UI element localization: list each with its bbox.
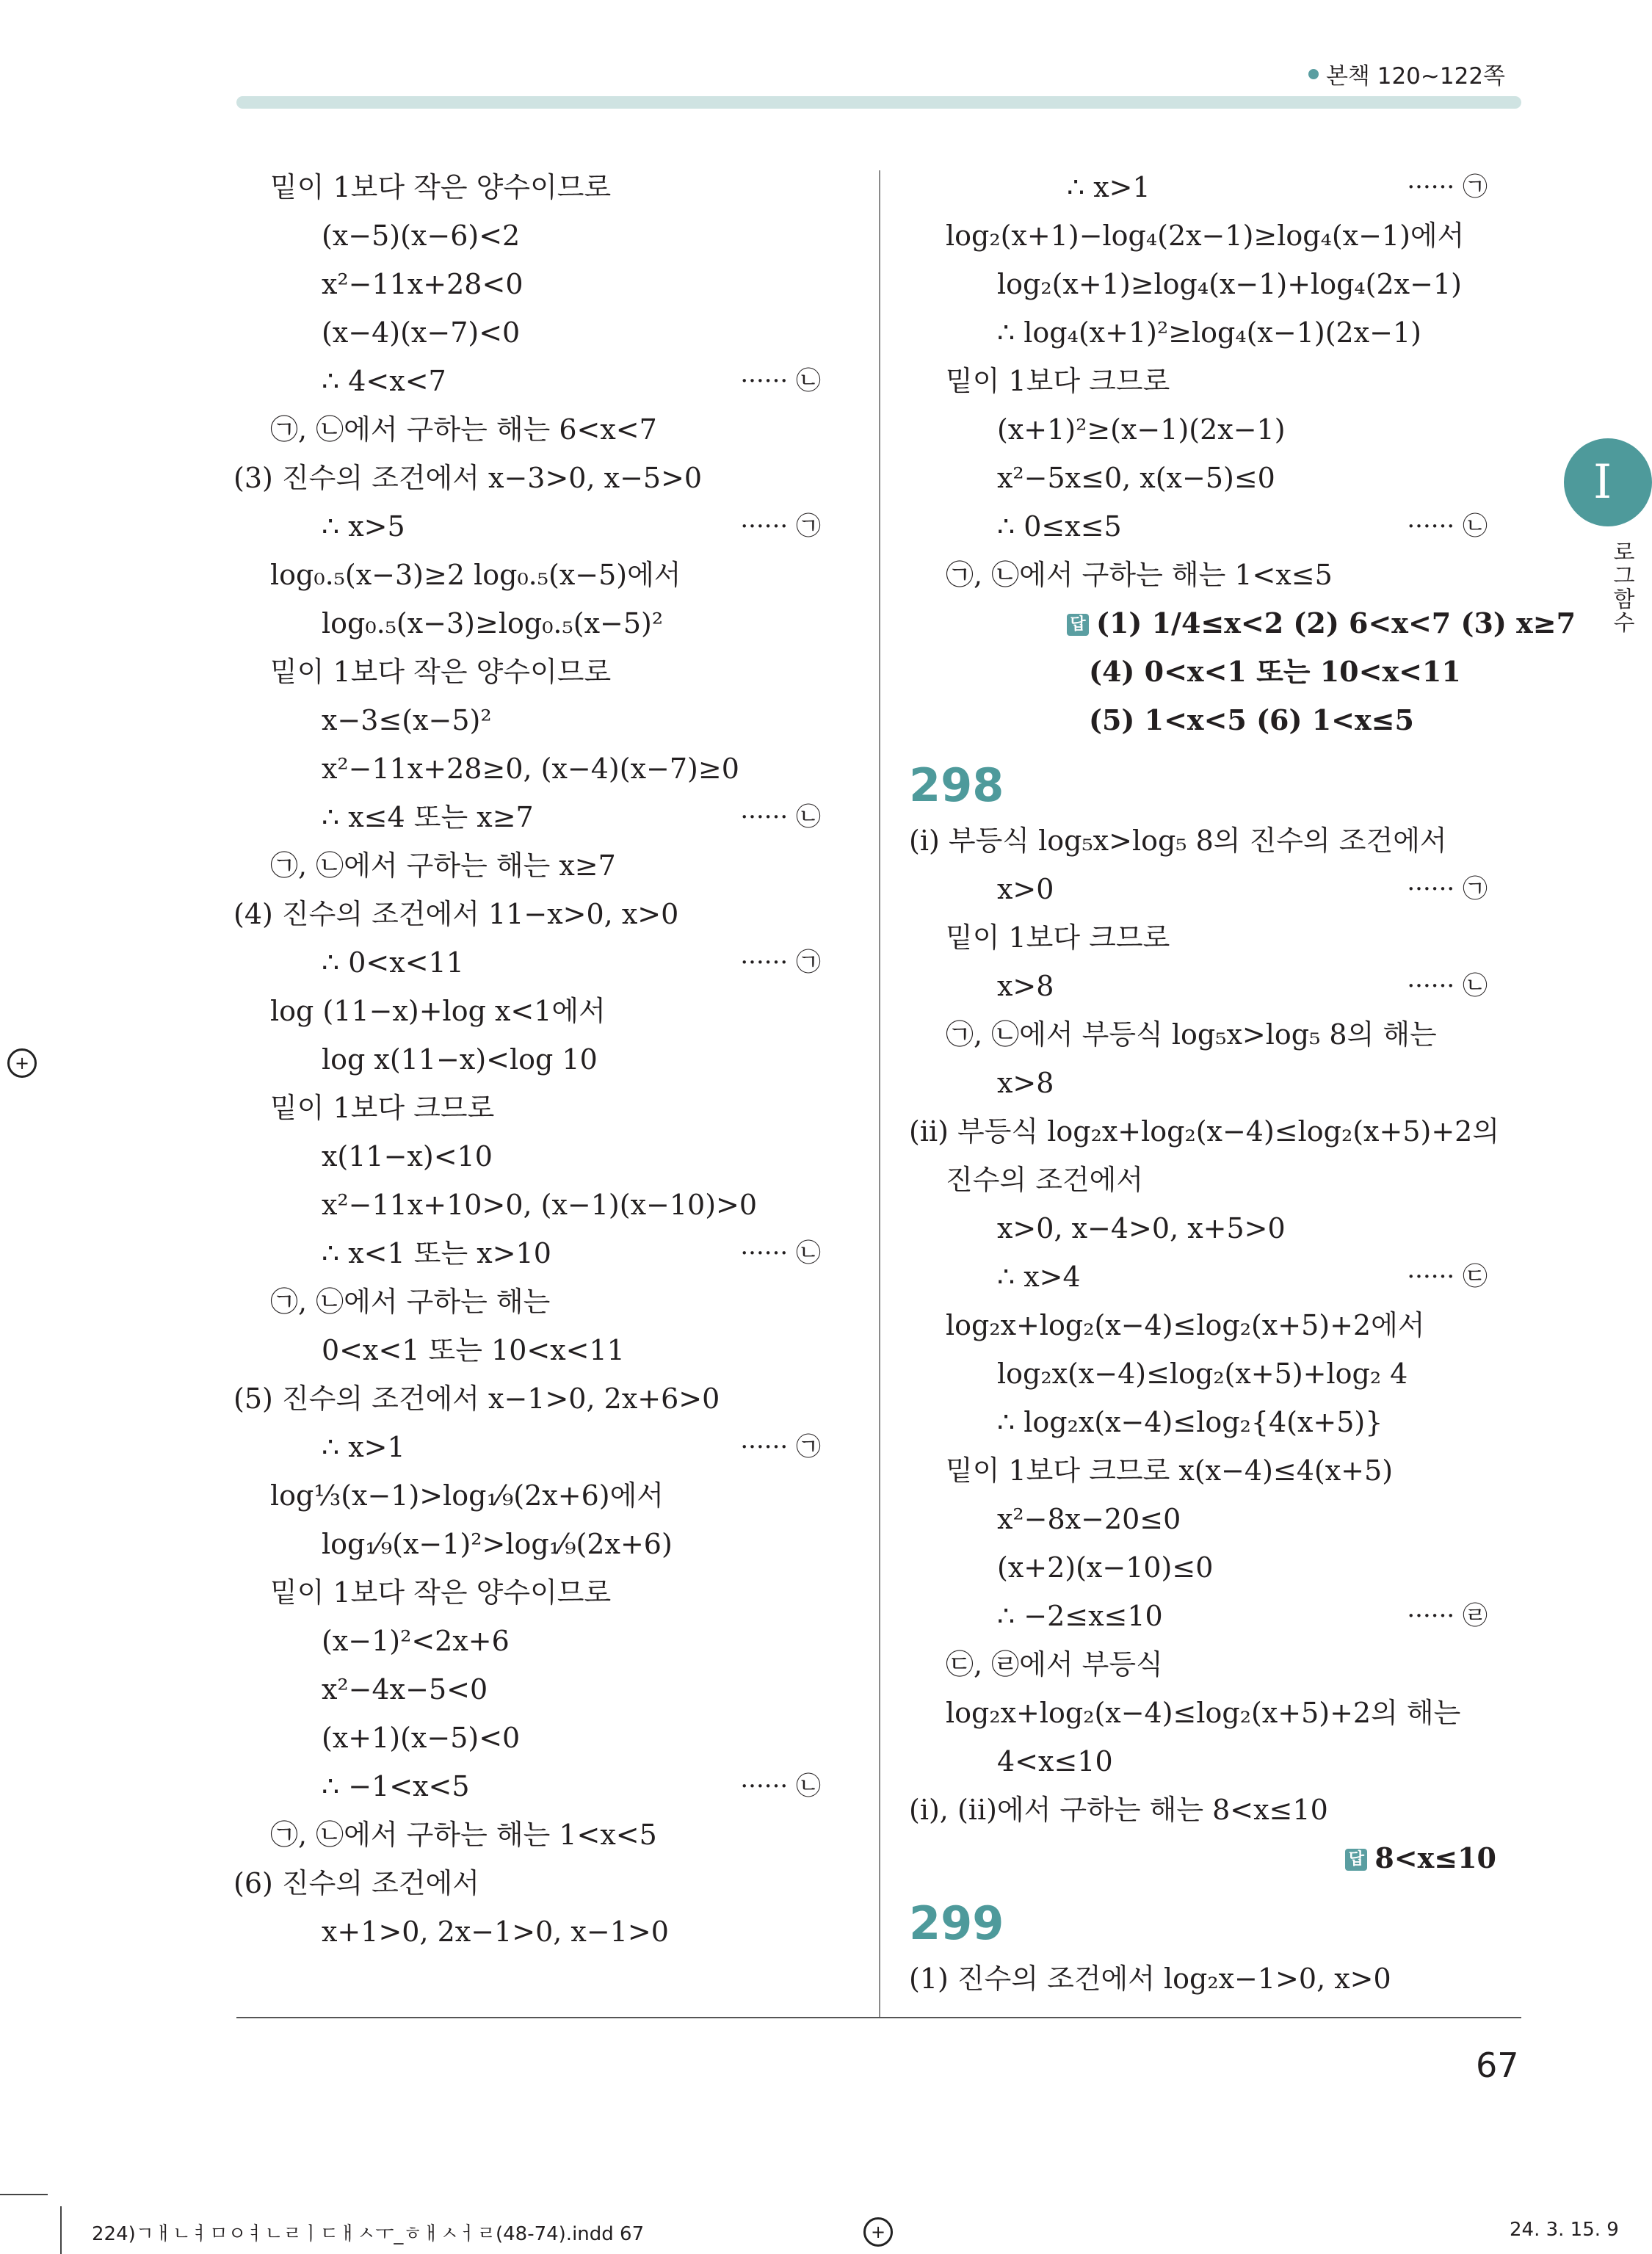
crop-mark	[60, 2206, 62, 2254]
solution-text: (6) 진수의 조건에서	[233, 1867, 479, 1899]
solution-line	[233, 1374, 865, 1423]
solution-line	[909, 913, 1526, 962]
solution-line	[233, 1423, 865, 1471]
solution-text: x²−11x+10>0, (x−1)(x−10)>0	[322, 1189, 758, 1221]
solution-line	[909, 502, 1526, 551]
solution-line	[233, 890, 865, 938]
solution-line	[233, 696, 865, 744]
condition-marker: ······ ㉠	[740, 512, 821, 541]
solution-text: ∴ x>1	[1067, 171, 1151, 203]
solution-line	[233, 1859, 865, 1907]
answer-298	[909, 1834, 1526, 1882]
solution-line	[233, 1762, 865, 1811]
solution-line	[233, 1471, 865, 1520]
solution-line	[909, 1107, 1526, 1156]
solution-text: x+1>0, 2x−1>0, x−1>0	[322, 1916, 669, 1948]
condition-marker: ······ ㉡	[740, 802, 821, 832]
solution-line	[909, 1156, 1526, 1204]
solution-text: (x−1)²<2x+6	[322, 1625, 510, 1657]
solution-line	[909, 1689, 1526, 1737]
solution-text: x>0	[997, 873, 1054, 905]
solution-text: (x+2)(x−10)≤0	[997, 1551, 1214, 1584]
solution-line	[909, 454, 1526, 502]
condition-marker: ······ ㉡	[740, 366, 821, 396]
solution-text: log₂x+log₂(x−4)≤log₂(x+5)+2에서	[946, 1309, 1425, 1341]
solution-text: (x+1)(x−5)<0	[322, 1722, 521, 1754]
solution-line	[909, 357, 1526, 405]
condition-marker: ······ ㉣	[1407, 1601, 1488, 1631]
solution-text: x²−11x+28≥0, (x−4)(x−7)≥0	[322, 753, 739, 785]
chapter-tab	[1564, 438, 1652, 526]
answer-badge-icon: 답	[1345, 1849, 1367, 1871]
solution-line	[909, 1737, 1526, 1786]
solution-line	[233, 260, 865, 308]
solution-text: log₀.₅(x−3)≥log₀.₅(x−5)²	[322, 607, 664, 639]
solution-text: 진수의 조건에서	[946, 1164, 1144, 1196]
solution-text: log₁⁄₉(x−1)²>log₁⁄₉(2x+6)	[322, 1528, 673, 1560]
solution-line	[233, 163, 865, 211]
solution-text: ∴ x>4	[997, 1261, 1081, 1293]
right-column	[909, 163, 1576, 2003]
solution-text: 밑이 1보다 작은 양수이므로	[270, 1576, 612, 1609]
solution-text: x>8	[997, 970, 1054, 1002]
solution-line	[233, 357, 865, 405]
condition-marker: ······ ㉠	[740, 1432, 821, 1462]
answer-297-line3: (5) 1<x<5 (6) 1<x≤5	[1089, 703, 1414, 736]
condition-marker: ······ ㉡	[1407, 512, 1488, 541]
solution-line	[233, 405, 865, 454]
solution-line	[909, 1954, 1526, 2003]
problem-number-298: 298	[909, 758, 1004, 812]
solution-line	[233, 1520, 865, 1568]
left-column	[233, 163, 865, 1956]
solution-line	[909, 1446, 1526, 1495]
solution-line	[909, 1253, 1526, 1301]
solution-line	[233, 1568, 865, 1617]
solution-line	[233, 1181, 865, 1229]
solution-text: ㉠, ㉡에서 구하는 해는 x≥7	[270, 849, 616, 882]
solution-line	[233, 502, 865, 551]
solution-text: ㉢, ㉣에서 부등식	[946, 1648, 1163, 1681]
solution-text: 밑이 1보다 작은 양수이므로	[270, 171, 612, 203]
registration-mark-icon: +	[863, 2217, 893, 2247]
solution-text: x²−5x≤0, x(x−5)≤0	[997, 462, 1275, 494]
solution-line	[233, 793, 865, 841]
solution-line	[233, 1278, 865, 1326]
solution-text: ∴ x<1 또는 x>10	[322, 1237, 551, 1269]
column-divider	[879, 170, 880, 2017]
solution-line	[909, 163, 1526, 211]
answer-298-text: 8<x≤10	[1374, 1841, 1496, 1874]
solution-text: ∴ 0≤x≤5	[997, 510, 1122, 543]
solution-text: (5) 진수의 조건에서 x−1>0, 2x+6>0	[233, 1383, 720, 1415]
solution-text: log⅓(x−1)>log₁⁄₉(2x+6)에서	[270, 1479, 664, 1512]
answer-297-line1	[909, 599, 1576, 648]
solution-line	[233, 1084, 865, 1132]
solution-text: x>8	[997, 1067, 1054, 1099]
solution-line	[233, 987, 865, 1035]
solution-line	[909, 551, 1526, 599]
footer-date: 24. 3. 15. 9	[1510, 2219, 1619, 2241]
solution-text: log₂x(x−4)≤log₂(x+5)+log₂ 4	[997, 1358, 1408, 1390]
solution-line	[233, 938, 865, 987]
solution-text: 밑이 1보다 크므로	[270, 1092, 495, 1124]
problem-298-solution	[909, 816, 1526, 1834]
solution-line	[909, 962, 1526, 1010]
solution-text: (i) 부등식 log₅x>log₅ 8의 진수의 조건에서	[909, 825, 1447, 857]
solution-line	[909, 1349, 1526, 1398]
registration-mark-icon: +	[7, 1048, 37, 1078]
solution-line	[233, 841, 865, 890]
footer-filename: 224)ㄱㅐㄴㅕㅁㅇㅕㄴㄹㅣㄷㅐㅅㅜ_ㅎㅐㅅㅓㄹ(48-74).indd 67	[92, 2223, 645, 2245]
problem-297-continuation	[909, 163, 1526, 599]
solution-text: ㉠, ㉡에서 구하는 해는 6<x<7	[270, 413, 657, 446]
condition-marker: ······ ㉠	[1407, 874, 1488, 904]
problem-299-solution	[909, 1954, 1526, 2003]
solution-text: log₂(x+1)≥log₄(x−1)+log₄(2x−1)	[997, 268, 1462, 300]
solution-line	[909, 405, 1526, 454]
chapter-label: 로그함수	[1609, 540, 1634, 634]
solution-text: (1) 진수의 조건에서 log₂x−1>0, x>0	[909, 1963, 1391, 1995]
bottom-rule	[236, 2017, 1521, 2018]
answer-297-line2: (4) 0<x<1 또는 10<x<11	[1089, 655, 1461, 688]
solution-line	[233, 1035, 865, 1084]
book-reference	[1308, 57, 1505, 90]
solution-line	[233, 211, 865, 260]
solution-line	[233, 1907, 865, 1956]
solution-text: (x+1)²≥(x−1)(2x−1)	[997, 413, 1286, 446]
solution-line	[233, 1665, 865, 1714]
solution-line	[233, 308, 865, 357]
solution-line	[909, 1010, 1526, 1059]
solution-line	[909, 1786, 1526, 1834]
solution-text: ∴ 0<x<11	[322, 946, 464, 979]
solution-text: ∴ log₂x(x−4)≤log₂{4(x+5)}	[997, 1406, 1383, 1438]
solution-text: ∴ x>5	[322, 510, 405, 543]
solution-text: (4) 진수의 조건에서 11−x>0, x>0	[233, 898, 679, 930]
solution-text: ∴ log₄(x+1)²≥log₄(x−1)(2x−1)	[997, 316, 1421, 349]
solution-line	[233, 599, 865, 648]
solution-text: 밑이 1보다 크므로 x(x−4)≤4(x+5)	[946, 1454, 1394, 1487]
solution-text: x²−8x−20≤0	[997, 1503, 1181, 1535]
solution-text: (3) 진수의 조건에서 x−3>0, x−5>0	[233, 462, 703, 494]
solution-line	[909, 1059, 1526, 1107]
solution-text: (i), (ii)에서 구하는 해는 8<x≤10	[909, 1794, 1328, 1826]
solution-line	[909, 1204, 1526, 1253]
condition-marker: ······ ㉡	[1407, 971, 1488, 1001]
condition-marker: ······ ㉠	[1407, 173, 1488, 202]
solution-text: 4<x≤10	[997, 1745, 1113, 1778]
solution-line	[909, 1301, 1526, 1349]
solution-line	[909, 1495, 1526, 1543]
solution-text: ㉠, ㉡에서 구하는 해는	[270, 1286, 551, 1318]
answer-297-text1: (1) 1/4≤x<2 (2) 6<x<7 (3) x≥7	[1096, 606, 1576, 639]
solution-text: ㉠, ㉡에서 부등식 log₅x>log₅ 8의 해는	[946, 1018, 1437, 1051]
solution-text: x²−4x−5<0	[322, 1673, 488, 1706]
solution-text: x−3≤(x−5)²	[322, 704, 492, 736]
condition-marker: ······ ㉠	[740, 948, 821, 977]
solution-line	[909, 816, 1526, 865]
solution-text: 밑이 1보다 크므로	[946, 365, 1170, 397]
solution-line	[909, 1640, 1526, 1689]
solution-text: x(11−x)<10	[322, 1140, 493, 1173]
solution-text: ∴ x≤4 또는 x≥7	[322, 801, 534, 833]
solution-line	[233, 744, 865, 793]
solution-text: log₂x+log₂(x−4)≤log₂(x+5)+2의 해는	[946, 1697, 1461, 1729]
solution-text: x²−11x+28<0	[322, 268, 524, 300]
condition-marker: ······ ㉡	[740, 1239, 821, 1268]
solution-line	[909, 1592, 1526, 1640]
crop-mark	[0, 2194, 48, 2195]
solution-line	[233, 1714, 865, 1762]
solution-text: ∴ −1<x<5	[322, 1770, 470, 1802]
solution-line	[909, 1398, 1526, 1446]
solution-text: (x−5)(x−6)<2	[322, 220, 521, 252]
solution-text: 밑이 1보다 작은 양수이므로	[270, 656, 612, 688]
solution-line	[233, 1617, 865, 1665]
solution-text: ㉠, ㉡에서 구하는 해는 1<x≤5	[946, 559, 1333, 591]
solution-line	[233, 1326, 865, 1374]
header-bar	[236, 96, 1521, 109]
problem-number-299: 299	[909, 1896, 1004, 1950]
chapter-numeral: I	[1593, 455, 1612, 510]
page-number: 67	[1476, 2045, 1519, 2085]
solution-line	[233, 1811, 865, 1859]
condition-marker: ······ ㉡	[740, 1772, 821, 1801]
solution-text: log₀.₅(x−3)≥2 log₀.₅(x−5)에서	[270, 559, 681, 591]
solution-text: x>0, x−4>0, x+5>0	[997, 1212, 1286, 1244]
solution-text: 0<x<1 또는 10<x<11	[322, 1334, 625, 1366]
solution-line	[909, 865, 1526, 913]
solution-text: ∴ 4<x<7	[322, 365, 446, 397]
solution-text: (ii) 부등식 log₂x+log₂(x−4)≤log₂(x+5)+2의	[909, 1115, 1500, 1148]
solution-text: ∴ x>1	[322, 1431, 405, 1463]
solution-line	[909, 260, 1526, 308]
solution-line	[233, 1132, 865, 1181]
solution-text: log (11−x)+log x<1에서	[270, 995, 606, 1027]
solution-line	[909, 308, 1526, 357]
condition-marker: ······ ㉢	[1407, 1262, 1488, 1291]
solution-text: 밑이 1보다 크므로	[946, 921, 1170, 954]
solution-line	[233, 454, 865, 502]
solution-line	[233, 648, 865, 696]
bullet-dot-icon	[1308, 69, 1319, 79]
book-reference-text: 본책 120~122쪽	[1325, 63, 1505, 90]
answer-badge-icon: 답	[1067, 614, 1089, 636]
solution-line	[233, 551, 865, 599]
solution-line	[233, 1229, 865, 1278]
solution-text: ㉠, ㉡에서 구하는 해는 1<x<5	[270, 1819, 657, 1851]
solution-line	[909, 211, 1526, 260]
solution-text: log₂(x+1)−log₄(2x−1)≥log₄(x−1)에서	[946, 220, 1465, 252]
solution-text: log x(11−x)<log 10	[322, 1043, 598, 1076]
solution-line	[909, 1543, 1526, 1592]
solution-text: ∴ −2≤x≤10	[997, 1600, 1163, 1632]
solution-text: (x−4)(x−7)<0	[322, 316, 521, 349]
